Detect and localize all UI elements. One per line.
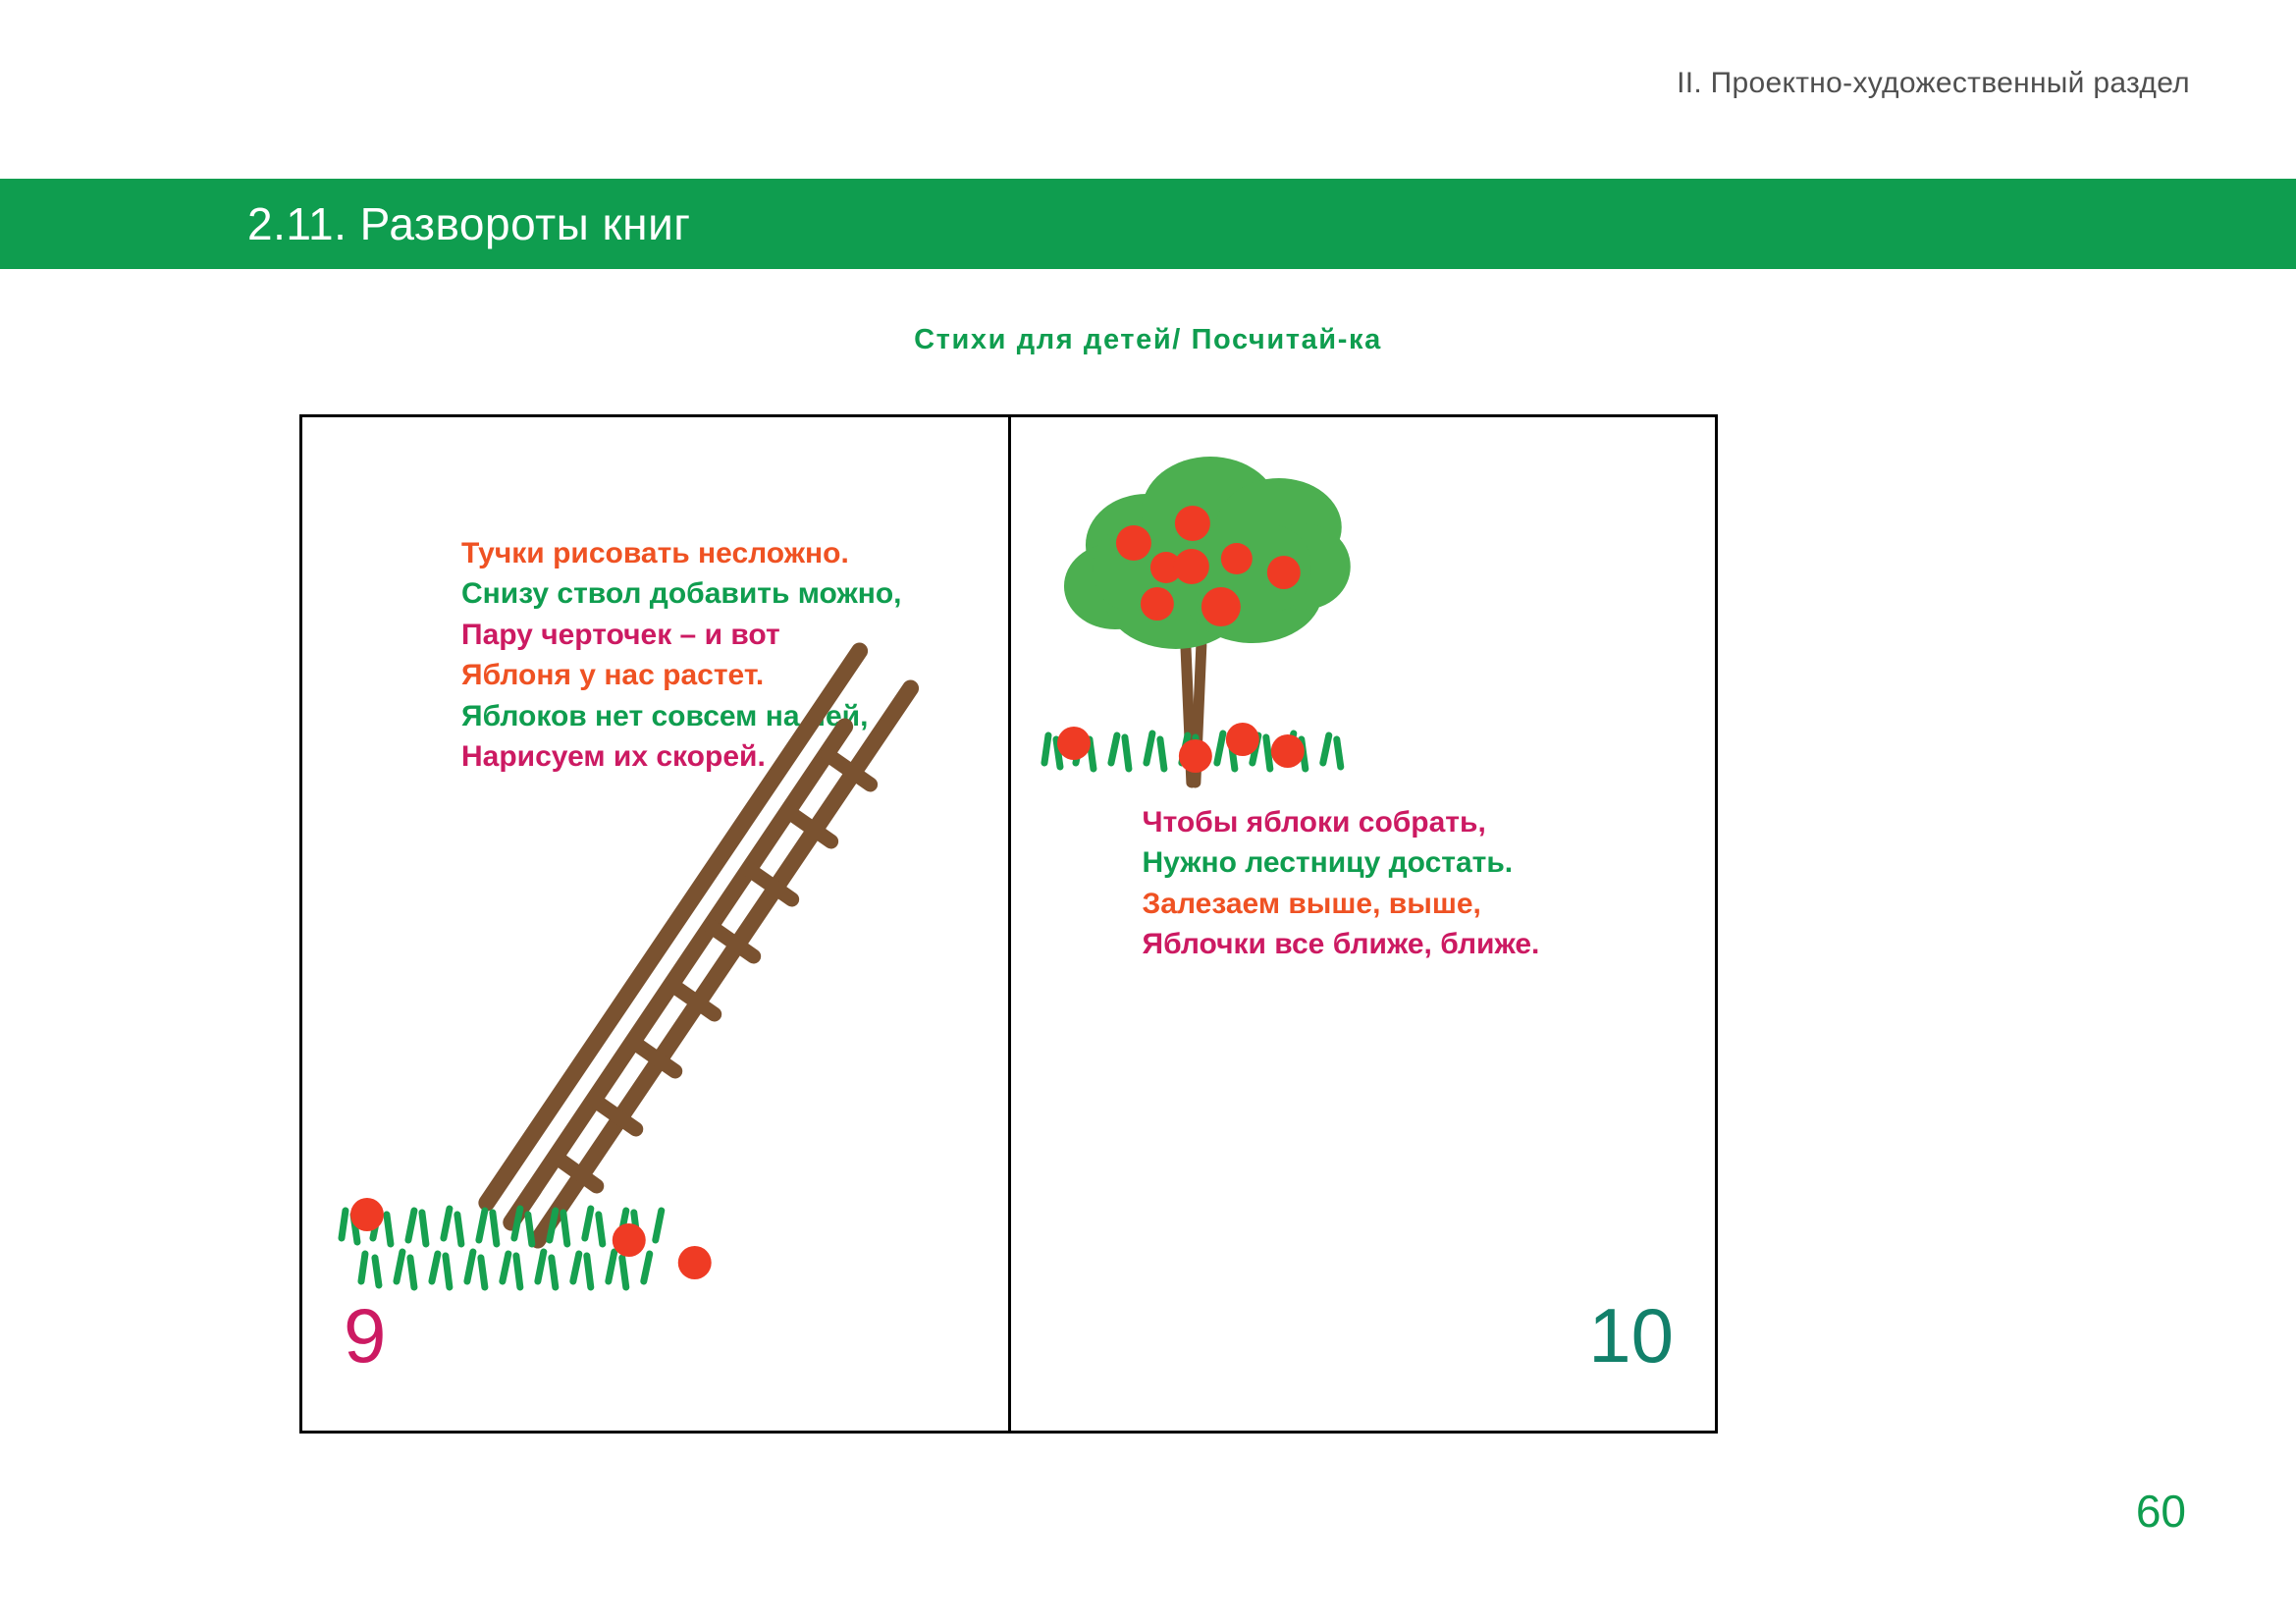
spread-left-page [302,417,1009,1431]
poem-line: Снизу ствол добавить можно, [461,577,902,611]
spread-right-page [1009,417,1716,1431]
page-number-left: 9 [344,1292,387,1379]
poem-line: Тучки рисовать несложно. [461,537,849,569]
page-number-right: 10 [1588,1292,1674,1379]
book-spread [299,414,1718,1434]
slide-page-number: 60 [2135,1486,2186,1537]
poem-line: Пару черточек – и вот [461,618,780,651]
poem-line: Залезаем выше, выше, [1142,887,1481,920]
poem-left [461,533,902,777]
figure-caption: Стихи для детей/ Посчитай-ка [914,324,1382,355]
poem-line: Яблочки все ближе, ближе. [1142,928,1540,961]
page-title: 2.11. Развороты книг [247,198,691,249]
running-head: II. Проектно-художественный раздел [1677,67,2190,99]
section-title-band [0,179,2296,269]
poem-line: Нарисуем их скорей. [461,739,766,773]
poem-line: Яблоков нет совсем на ней, [461,699,869,732]
poem-line: Чтобы яблоки собрать, [1142,806,1486,839]
poem-right [1143,802,1540,965]
poem-line: Нужно лестницу достать. [1142,846,1514,880]
poem-line: Яблоня у нас растет. [461,659,765,692]
